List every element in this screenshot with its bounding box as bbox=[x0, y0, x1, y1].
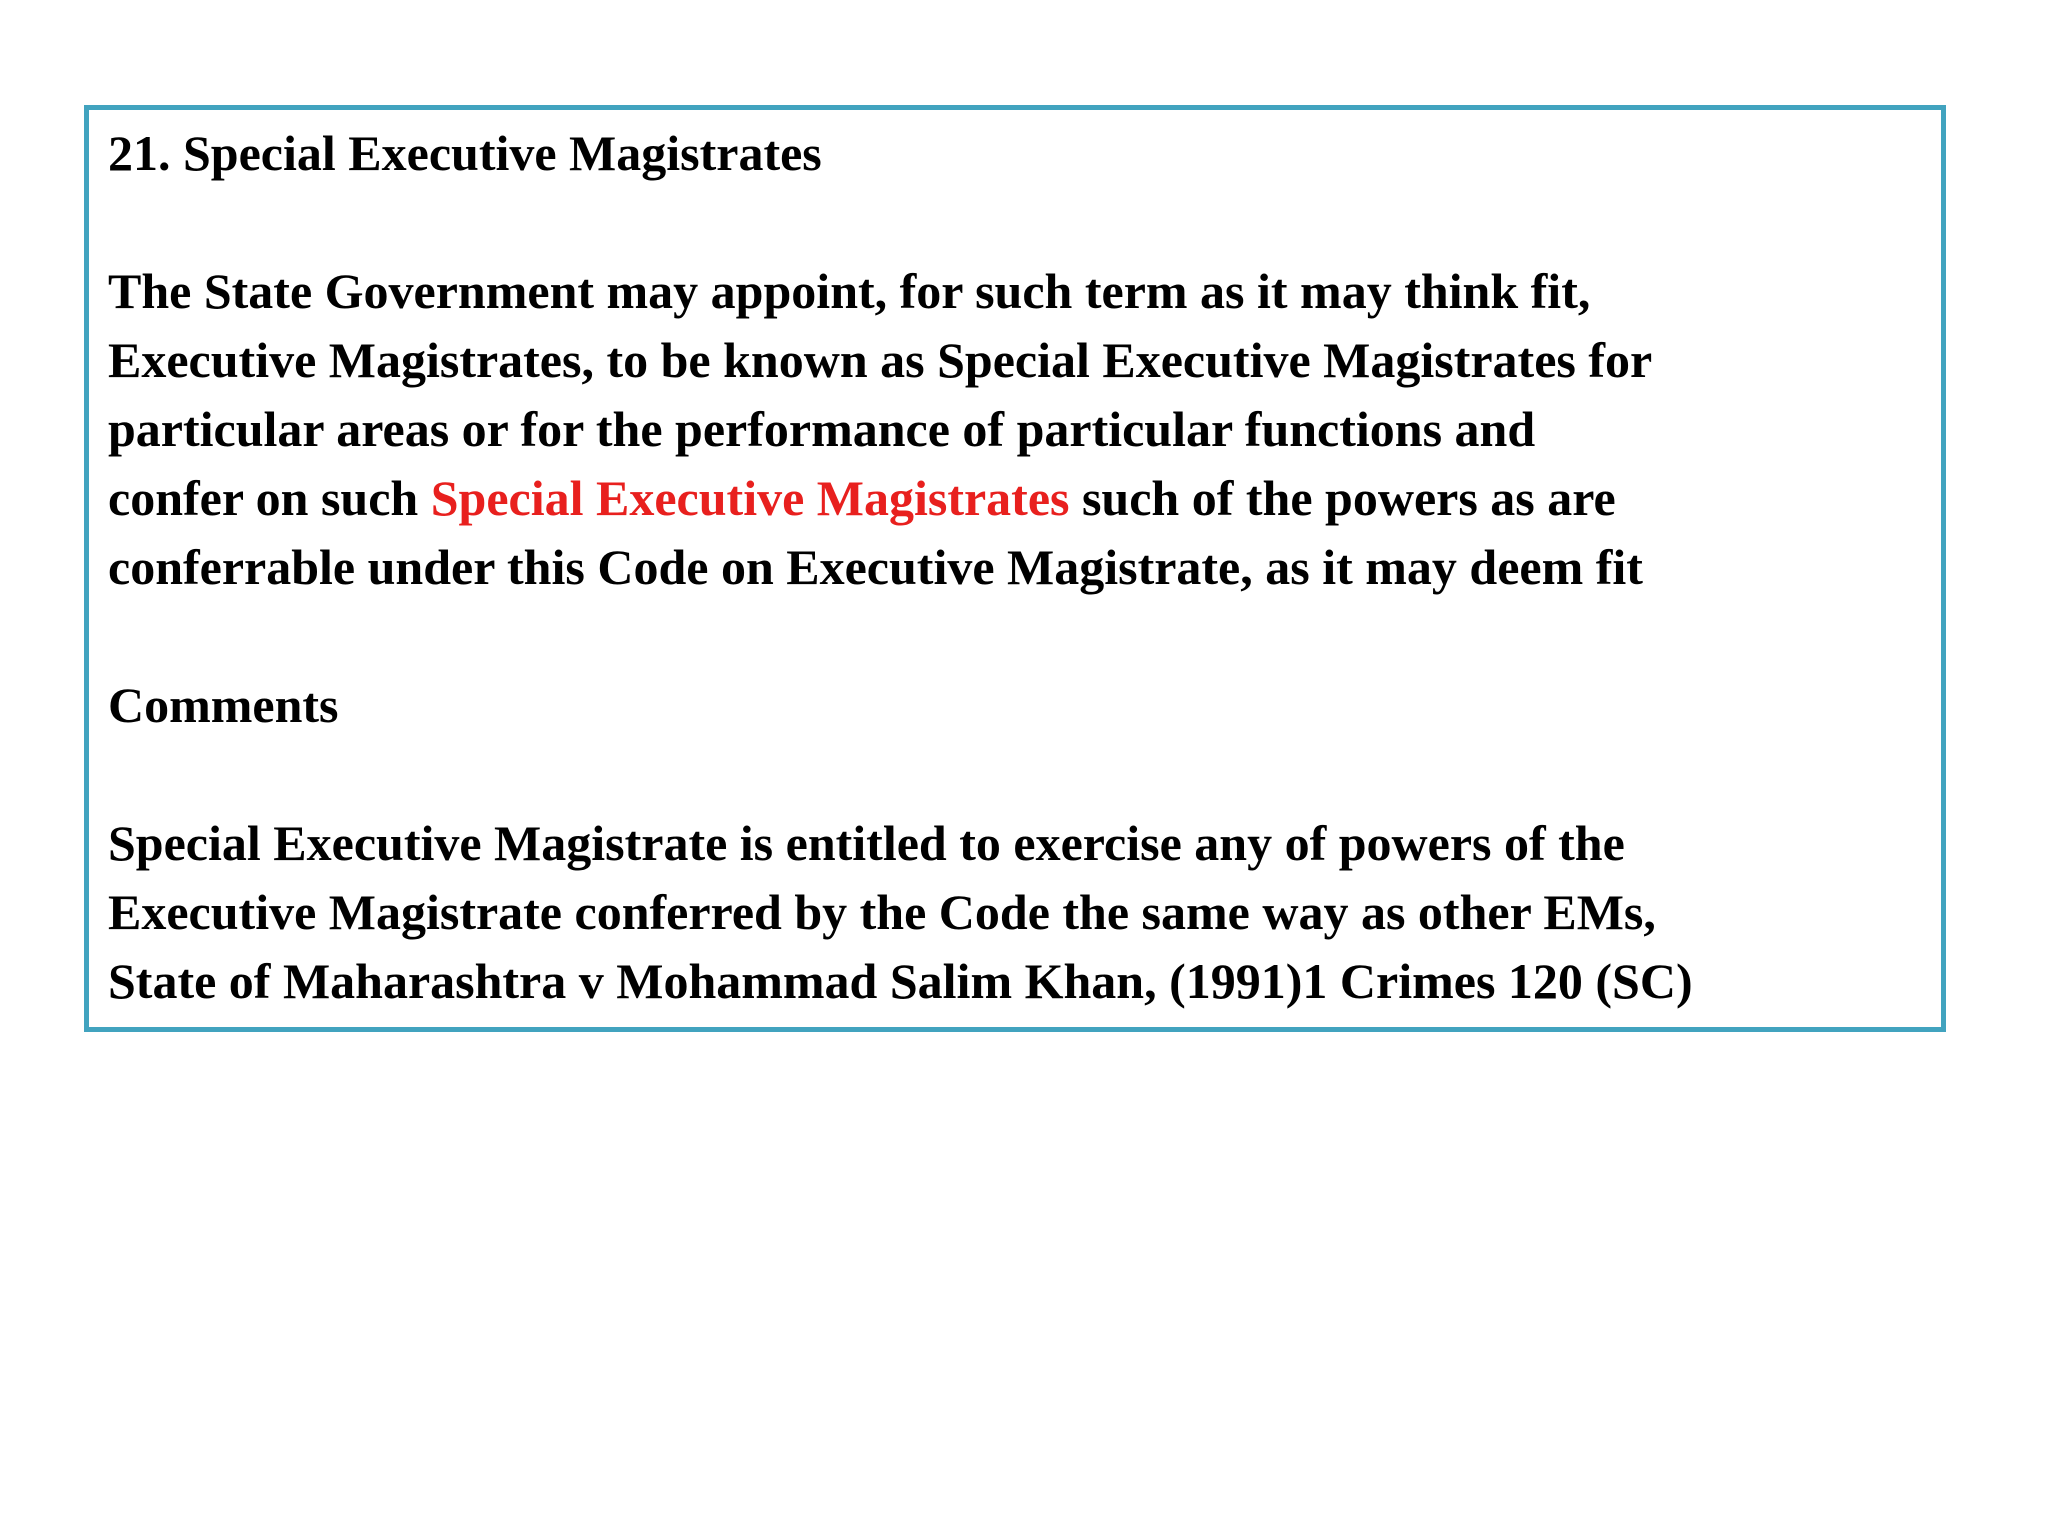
body-line-1: The State Government may appoint, for such term as it may think fit, bbox=[108, 263, 1591, 319]
comments-heading: Comments bbox=[108, 677, 339, 733]
spacer bbox=[108, 188, 1938, 257]
comment-line-1: Special Executive Magistrate is entitled to exercise any of powers of the bbox=[108, 815, 1625, 871]
comment-line-2: Executive Magistrate conferred by the Code the same way as other EMs, bbox=[108, 884, 1656, 940]
comment-line-3: State of Maharashtra v Mohammad Salim Khan, (1991)1 Crimes 120 (SC) bbox=[108, 953, 1693, 1009]
body-line-4 bbox=[108, 464, 1938, 533]
body-line-4-start: confer on such bbox=[108, 470, 431, 526]
body-line-3: particular areas or for the performance of particular functions and bbox=[108, 401, 1536, 457]
highlighted-term: Special Executive Magistrates bbox=[430, 470, 1070, 526]
section-heading: 21. Special Executive Magistrates bbox=[108, 125, 822, 181]
body-line-4-end: such of the powers as are bbox=[1069, 470, 1616, 526]
body-line-5: conferrable under this Code on Executive Magistrate, as it may deem fit bbox=[108, 539, 1643, 595]
spacer bbox=[108, 740, 1938, 809]
slide-content bbox=[108, 119, 1938, 1016]
body-line-2: Executive Magistrates, to be known as Special Executive Magistrates for bbox=[108, 332, 1653, 388]
spacer bbox=[108, 602, 1938, 671]
